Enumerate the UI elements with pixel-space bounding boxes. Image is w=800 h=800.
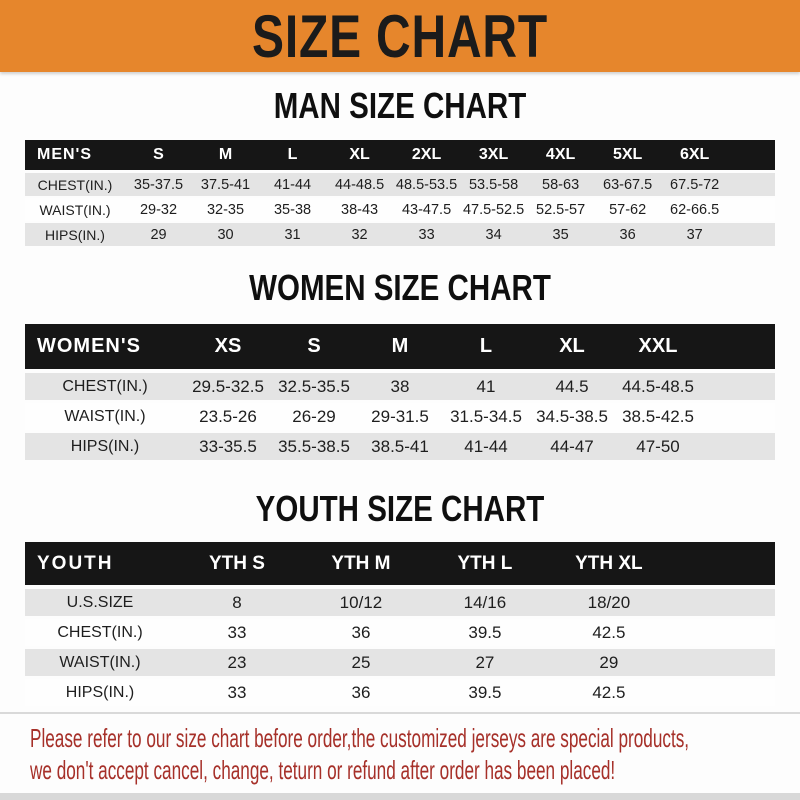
column-header: YTH M <box>331 552 391 574</box>
cell-value: 58-63 <box>542 176 580 193</box>
cell-value: 36 <box>619 226 636 243</box>
cell-value: 27 <box>475 652 495 672</box>
cell-value: 47-50 <box>636 436 680 456</box>
cell-value: 33 <box>227 622 247 642</box>
column-header: M <box>391 335 409 357</box>
cell-value: 25 <box>351 652 371 672</box>
cell-value: 42.5 <box>592 682 626 702</box>
cell-value: 44-48.5 <box>334 176 385 193</box>
cell-value: 37.5-41 <box>200 176 251 193</box>
cell-value: 33-35.5 <box>199 436 257 456</box>
row-label: HIPS(IN.) <box>70 437 140 455</box>
table-corner-label: MEN'S <box>37 146 93 163</box>
men-section <box>0 85 800 246</box>
banner <box>0 0 800 72</box>
cell-value: 35-38 <box>273 201 312 218</box>
cell-value: 39.5 <box>468 622 502 642</box>
youth-size-table <box>25 542 775 706</box>
table-row <box>25 223 775 246</box>
cell-value: 33 <box>418 226 435 243</box>
row-label: CHEST(IN.) <box>37 176 113 193</box>
table-corner-label: YOUTH <box>37 552 114 574</box>
table-row <box>25 589 775 616</box>
column-header: 5XL <box>612 146 643 163</box>
women-size-table <box>25 324 775 460</box>
cell-value: 42.5 <box>592 622 626 642</box>
cell-value: 30 <box>217 226 234 243</box>
table-row <box>25 173 775 196</box>
order-notice <box>0 714 800 786</box>
cell-value: 53.5-58 <box>468 176 519 193</box>
table-header-row <box>25 140 775 170</box>
banner-title: SIZE CHART <box>252 2 548 70</box>
column-header: M <box>218 146 233 163</box>
row-label: WAIST(IN.) <box>59 653 141 671</box>
men-section-title: MAN SIZE CHART <box>273 85 527 126</box>
cell-value: 41-44 <box>464 436 508 456</box>
cell-value: 36 <box>351 682 371 702</box>
table-row <box>25 373 775 400</box>
column-header: XL <box>349 146 370 163</box>
column-header: YTH S <box>209 552 265 574</box>
row-label: CHEST(IN.) <box>62 377 148 395</box>
cell-value: 23 <box>227 652 247 672</box>
row-label: WAIST(IN.) <box>64 407 146 425</box>
row-label: CHEST(IN.) <box>57 623 143 641</box>
cell-value: 14/16 <box>463 592 507 612</box>
cell-value: 35.5-38.5 <box>278 436 350 456</box>
table-corner-label: WOMEN'S <box>37 335 141 357</box>
cell-value: 48.5-53.5 <box>395 176 458 193</box>
row-label: HIPS(IN.) <box>65 683 135 701</box>
column-header: 6XL <box>679 146 710 163</box>
cell-value: 32-35 <box>206 201 245 218</box>
cell-value: 44.5 <box>555 376 589 396</box>
column-header: 2XL <box>411 146 442 163</box>
column-header: 4XL <box>545 146 576 163</box>
cell-value: 18/20 <box>587 592 631 612</box>
cell-value: 35-37.5 <box>133 176 184 193</box>
cell-value: 29 <box>150 226 167 243</box>
cell-value: 67.5-72 <box>670 176 720 193</box>
cell-value: 10/12 <box>339 592 383 612</box>
column-header: XXL <box>638 335 678 357</box>
cell-value: 39.5 <box>468 682 502 702</box>
cell-value: 29-31.5 <box>371 406 429 426</box>
cell-value: 29 <box>599 652 619 672</box>
cell-value: 44-47 <box>550 436 594 456</box>
column-header: S <box>153 146 164 163</box>
row-label: HIPS(IN.) <box>45 226 105 243</box>
cell-value: 62-66.5 <box>670 201 720 218</box>
table-row <box>25 198 775 221</box>
cell-value: 26-29 <box>292 406 336 426</box>
notice-line-2: we don't accept cancel, change, teturn or refund after order has been placed! <box>30 755 616 785</box>
row-label: WAIST(IN.) <box>39 201 111 218</box>
column-header: XS <box>214 335 242 357</box>
cell-value: 34.5-38.5 <box>536 406 608 426</box>
cell-value: 38.5-42.5 <box>622 406 694 426</box>
cell-value: 41-44 <box>273 176 312 193</box>
cell-value: 31 <box>284 226 301 243</box>
column-header: YTH L <box>457 552 513 574</box>
cell-value: 63-67.5 <box>603 176 653 193</box>
cell-value: 57-62 <box>609 201 647 218</box>
cell-value: 36 <box>351 622 371 642</box>
table-row <box>25 403 775 430</box>
cell-value: 37 <box>686 226 703 243</box>
cell-value: 43-47.5 <box>401 201 452 218</box>
cell-value: 34 <box>485 226 502 243</box>
bottom-edge-strip <box>0 793 800 800</box>
cell-value: 38.5-41 <box>371 436 429 456</box>
cell-value: 47.5-52.5 <box>462 201 525 218</box>
cell-value: 41 <box>476 376 496 396</box>
table-row <box>25 619 775 646</box>
cell-value: 38 <box>390 376 410 396</box>
column-header: S <box>307 335 321 357</box>
table-row <box>25 433 775 460</box>
cell-value: 23.5-26 <box>199 406 257 426</box>
cell-value: 8 <box>232 592 242 612</box>
women-section <box>0 267 800 460</box>
row-label: U.S.SIZE <box>66 593 134 611</box>
cell-value: 44.5-48.5 <box>622 376 694 396</box>
notice-line-1: Please refer to our size chart before order,the customized jerseys are special products, <box>30 723 690 753</box>
cell-value: 52.5-57 <box>536 201 586 218</box>
column-header: L <box>479 335 493 357</box>
table-row <box>25 649 775 676</box>
table-header-row <box>25 542 775 585</box>
column-header: XL <box>559 335 585 357</box>
cell-value: 33 <box>227 682 247 702</box>
cell-value: 32 <box>351 226 368 243</box>
cell-value: 38-43 <box>341 201 379 218</box>
cell-value: 31.5-34.5 <box>450 406 522 426</box>
youth-section-title: YOUTH SIZE CHART <box>255 488 545 529</box>
men-size-table <box>25 140 775 246</box>
cell-value: 32.5-35.5 <box>278 376 350 396</box>
table-row <box>25 679 775 706</box>
women-section-title: WOMEN SIZE CHART <box>249 267 551 308</box>
table-header-row <box>25 324 775 369</box>
youth-section <box>0 488 800 706</box>
cell-value: 35 <box>552 226 569 243</box>
column-header: YTH XL <box>575 552 643 574</box>
cell-value: 29.5-32.5 <box>192 376 264 396</box>
cell-value: 29-32 <box>139 201 178 218</box>
column-header: L <box>287 146 298 163</box>
column-header: 3XL <box>478 146 509 163</box>
